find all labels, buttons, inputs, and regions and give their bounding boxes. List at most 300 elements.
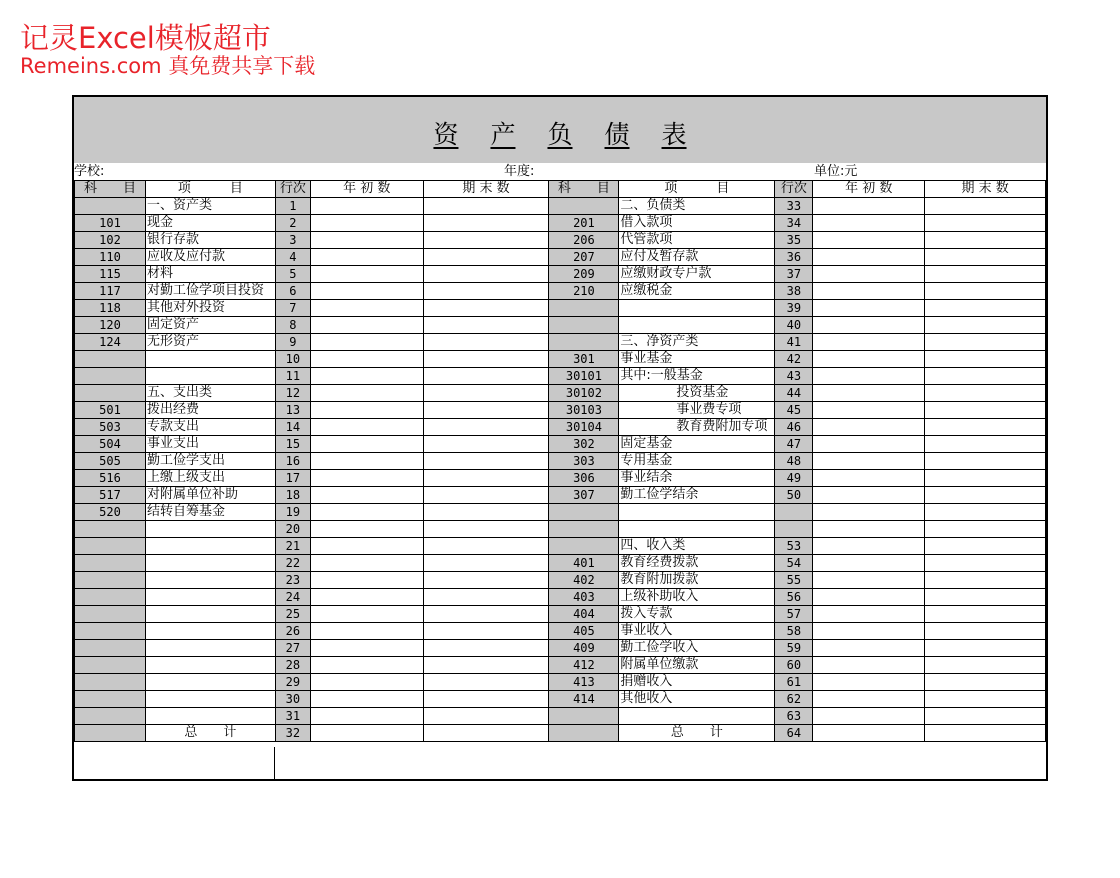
left-end-cell[interactable] (423, 198, 549, 215)
left-begin-cell[interactable] (310, 453, 423, 470)
footer-area (74, 747, 1046, 779)
right-item-cell: 投资基金 (619, 385, 775, 402)
left-row-no-cell: 14 (275, 419, 310, 436)
left-end-cell[interactable] (423, 538, 549, 555)
right-end-cell[interactable] (925, 572, 1046, 589)
right-end-cell[interactable] (925, 385, 1046, 402)
right-row-no-cell: 64 (775, 725, 813, 742)
right-row-no-cell: 39 (775, 300, 813, 317)
right-begin-cell[interactable] (813, 572, 925, 589)
right-row-no-cell: 55 (775, 572, 813, 589)
right-begin-cell[interactable] (813, 589, 925, 606)
right-item-cell: 教育费附加专项 (619, 419, 775, 436)
right-end-cell[interactable] (925, 538, 1046, 555)
left-item-cell (145, 555, 275, 572)
left-code-cell (75, 691, 146, 708)
table-row (75, 640, 1046, 657)
left-begin-cell[interactable] (310, 657, 423, 674)
table-row (75, 623, 1046, 640)
right-end-cell[interactable] (925, 487, 1046, 504)
right-item-cell: 其他收入 (619, 691, 775, 708)
right-begin-cell[interactable] (813, 351, 925, 368)
right-code-cell: 209 (549, 266, 619, 283)
right-end-cell[interactable] (925, 657, 1046, 674)
left-code-cell: 117 (75, 283, 146, 300)
right-begin-cell[interactable] (813, 334, 925, 351)
left-end-cell[interactable] (423, 232, 549, 249)
watermark-subtitle: Remeins.com 真免费共享下载 (20, 54, 316, 78)
left-item-cell (145, 657, 275, 674)
school-label: 学校: (74, 164, 105, 179)
right-item-cell: 专用基金 (619, 453, 775, 470)
left-item-cell: 其他对外投资 (145, 300, 275, 317)
left-code-cell: 124 (75, 334, 146, 351)
table-row (75, 589, 1046, 606)
right-code-cell: 306 (549, 470, 619, 487)
right-begin-cell[interactable] (813, 266, 925, 283)
right-row-no-cell: 44 (775, 385, 813, 402)
title-char: 负 (547, 120, 573, 149)
title-char: 债 (604, 120, 630, 149)
left-begin-cell[interactable] (310, 674, 423, 691)
left-end-cell[interactable] (423, 674, 549, 691)
header-subject: 科 目 (549, 181, 619, 198)
left-item-cell (145, 623, 275, 640)
right-begin-cell[interactable] (813, 470, 925, 487)
left-end-cell[interactable] (423, 334, 549, 351)
right-item-cell: 教育附加拨款 (619, 572, 775, 589)
right-begin-cell[interactable] (813, 249, 925, 266)
left-code-cell (75, 555, 146, 572)
right-item-cell: 事业基金 (619, 351, 775, 368)
table-row (75, 691, 1046, 708)
left-code-cell: 118 (75, 300, 146, 317)
left-code-cell: 505 (75, 453, 146, 470)
right-item-cell: 其中:一般基金 (619, 368, 775, 385)
right-begin-cell[interactable] (813, 521, 925, 538)
left-end-cell[interactable] (423, 623, 549, 640)
right-end-cell[interactable] (925, 708, 1046, 725)
right-end-cell[interactable] (925, 504, 1046, 521)
left-row-no-cell: 22 (275, 555, 310, 572)
table-row (75, 504, 1046, 521)
left-begin-cell[interactable] (310, 300, 423, 317)
right-row-no-cell: 47 (775, 436, 813, 453)
left-code-cell: 101 (75, 215, 146, 232)
table-row (75, 708, 1046, 725)
right-code-cell (549, 334, 619, 351)
right-begin-cell[interactable] (813, 657, 925, 674)
right-code-cell (549, 504, 619, 521)
header-item: 项 目 (619, 181, 775, 198)
right-row-no-cell: 53 (775, 538, 813, 555)
left-code-cell (75, 657, 146, 674)
right-end-cell[interactable] (925, 283, 1046, 300)
table-row (75, 402, 1046, 419)
right-row-no-cell: 42 (775, 351, 813, 368)
left-begin-cell[interactable] (310, 640, 423, 657)
right-row-no-cell: 58 (775, 623, 813, 640)
left-row-no-cell: 24 (275, 589, 310, 606)
right-end-cell[interactable] (925, 521, 1046, 538)
left-end-cell[interactable] (423, 606, 549, 623)
right-code-cell: 402 (549, 572, 619, 589)
left-row-no-cell: 28 (275, 657, 310, 674)
right-item-cell: 应缴财政专户款 (619, 266, 775, 283)
right-begin-cell[interactable] (813, 436, 925, 453)
right-code-cell: 404 (549, 606, 619, 623)
left-row-no-cell: 10 (275, 351, 310, 368)
right-end-cell[interactable] (925, 232, 1046, 249)
right-begin-cell[interactable] (813, 623, 925, 640)
right-code-cell: 30102 (549, 385, 619, 402)
left-row-no-cell: 11 (275, 368, 310, 385)
right-row-no-cell: 46 (775, 419, 813, 436)
left-code-cell: 120 (75, 317, 146, 334)
right-item-cell: 教育经费拨款 (619, 555, 775, 572)
left-begin-cell[interactable] (310, 368, 423, 385)
left-end-cell[interactable] (423, 572, 549, 589)
left-begin-cell[interactable] (310, 334, 423, 351)
left-code-cell (75, 351, 146, 368)
right-end-cell[interactable] (925, 453, 1046, 470)
right-row-no-cell (775, 521, 813, 538)
left-item-cell: 勤工俭学支出 (145, 453, 275, 470)
left-begin-cell[interactable] (310, 487, 423, 504)
left-end-cell[interactable] (423, 708, 549, 725)
right-begin-cell[interactable] (813, 317, 925, 334)
left-end-cell[interactable] (423, 504, 549, 521)
right-begin-cell[interactable] (813, 725, 925, 742)
left-row-no-cell: 17 (275, 470, 310, 487)
right-end-cell[interactable] (925, 249, 1046, 266)
right-end-cell[interactable] (925, 589, 1046, 606)
right-begin-cell[interactable] (813, 487, 925, 504)
left-begin-cell[interactable] (310, 385, 423, 402)
right-begin-cell[interactable] (813, 453, 925, 470)
right-end-cell[interactable] (925, 623, 1046, 640)
left-begin-cell[interactable] (310, 266, 423, 283)
left-begin-cell[interactable] (310, 504, 423, 521)
table-row (75, 249, 1046, 266)
right-item-cell: 事业收入 (619, 623, 775, 640)
right-end-cell[interactable] (925, 300, 1046, 317)
left-begin-cell[interactable] (310, 283, 423, 300)
left-row-no-cell: 7 (275, 300, 310, 317)
right-end-cell[interactable] (925, 691, 1046, 708)
right-begin-cell[interactable] (813, 691, 925, 708)
left-item-cell (145, 674, 275, 691)
right-item-cell: 捐赠收入 (619, 674, 775, 691)
left-end-cell[interactable] (423, 283, 549, 300)
left-end-cell[interactable] (423, 691, 549, 708)
right-begin-cell[interactable] (813, 385, 925, 402)
right-end-cell[interactable] (925, 555, 1046, 572)
left-row-no-cell: 32 (275, 725, 310, 742)
left-row-no-cell: 5 (275, 266, 310, 283)
header-subject: 科 目 (75, 181, 146, 198)
left-row-no-cell: 29 (275, 674, 310, 691)
right-end-cell[interactable] (925, 266, 1046, 283)
right-code-cell: 206 (549, 232, 619, 249)
right-end-cell[interactable] (925, 436, 1046, 453)
right-item-cell: 勤工俭学结余 (619, 487, 775, 504)
header-end: 期 末 数 (423, 181, 549, 198)
table-row (75, 453, 1046, 470)
left-code-cell: 102 (75, 232, 146, 249)
right-code-cell: 302 (549, 436, 619, 453)
right-begin-cell[interactable] (813, 368, 925, 385)
right-item-cell: 四、收入类 (619, 538, 775, 555)
left-end-cell[interactable] (423, 436, 549, 453)
left-item-cell: 一、资产类 (145, 198, 275, 215)
left-code-cell (75, 623, 146, 640)
table-row (75, 385, 1046, 402)
left-item-cell: 五、支出类 (145, 385, 275, 402)
right-end-cell[interactable] (925, 368, 1046, 385)
left-item-cell (145, 538, 275, 555)
left-code-cell (75, 589, 146, 606)
footer-divider (274, 747, 275, 779)
left-end-cell[interactable] (423, 368, 549, 385)
left-end-cell[interactable] (423, 300, 549, 317)
left-end-cell[interactable] (423, 385, 549, 402)
left-code-cell (75, 368, 146, 385)
table-row (75, 606, 1046, 623)
right-begin-cell[interactable] (813, 504, 925, 521)
left-end-cell[interactable] (423, 487, 549, 504)
right-row-no-cell: 59 (775, 640, 813, 657)
left-end-cell[interactable] (423, 657, 549, 674)
right-item-cell: 上级补助收入 (619, 589, 775, 606)
table-row (75, 657, 1046, 674)
right-item-cell: 借入款项 (619, 215, 775, 232)
left-end-cell[interactable] (423, 215, 549, 232)
left-item-cell: 无形资产 (145, 334, 275, 351)
left-item-cell: 银行存款 (145, 232, 275, 249)
right-code-cell: 409 (549, 640, 619, 657)
right-begin-cell[interactable] (813, 215, 925, 232)
left-end-cell[interactable] (423, 725, 549, 742)
left-end-cell[interactable] (423, 266, 549, 283)
left-row-no-cell: 19 (275, 504, 310, 521)
left-code-cell: 504 (75, 436, 146, 453)
left-end-cell[interactable] (423, 249, 549, 266)
left-begin-cell[interactable] (310, 521, 423, 538)
table-body (75, 181, 1046, 742)
right-begin-cell[interactable] (813, 300, 925, 317)
left-code-cell: 110 (75, 249, 146, 266)
left-row-no-cell: 8 (275, 317, 310, 334)
header-begin: 年 初 数 (813, 181, 925, 198)
left-begin-cell[interactable] (310, 351, 423, 368)
right-end-cell[interactable] (925, 402, 1046, 419)
left-row-no-cell: 27 (275, 640, 310, 657)
right-begin-cell[interactable] (813, 555, 925, 572)
table-row (75, 300, 1046, 317)
left-begin-cell[interactable] (310, 708, 423, 725)
right-item-cell: 拨入专款 (619, 606, 775, 623)
right-begin-cell[interactable] (813, 538, 925, 555)
right-code-cell: 301 (549, 351, 619, 368)
header-row-no: 行次 (275, 181, 310, 198)
left-item-cell (145, 572, 275, 589)
left-item-cell (145, 521, 275, 538)
left-item-cell: 专款支出 (145, 419, 275, 436)
right-begin-cell[interactable] (813, 674, 925, 691)
left-end-cell[interactable] (423, 453, 549, 470)
balance-table (74, 180, 1046, 742)
left-begin-cell[interactable] (310, 317, 423, 334)
table-row (75, 436, 1046, 453)
left-row-no-cell: 21 (275, 538, 310, 555)
right-end-cell[interactable] (925, 419, 1046, 436)
right-row-no-cell: 43 (775, 368, 813, 385)
right-end-cell[interactable] (925, 640, 1046, 657)
right-begin-cell[interactable] (813, 419, 925, 436)
left-item-cell: 材料 (145, 266, 275, 283)
left-code-cell: 501 (75, 402, 146, 419)
left-begin-cell[interactable] (310, 198, 423, 215)
left-begin-cell[interactable] (310, 419, 423, 436)
right-begin-cell[interactable] (813, 606, 925, 623)
left-item-cell: 对附属单位补助 (145, 487, 275, 504)
left-row-no-cell: 4 (275, 249, 310, 266)
title-char: 表 (661, 120, 687, 149)
right-row-no-cell: 36 (775, 249, 813, 266)
right-end-cell[interactable] (925, 606, 1046, 623)
left-item-cell: 应收及应付款 (145, 249, 275, 266)
left-row-no-cell: 9 (275, 334, 310, 351)
right-end-cell[interactable] (925, 470, 1046, 487)
right-row-no-cell: 35 (775, 232, 813, 249)
left-end-cell[interactable] (423, 351, 549, 368)
right-code-cell (549, 300, 619, 317)
left-item-cell (145, 606, 275, 623)
title-bar (74, 97, 1046, 163)
right-row-no-cell: 60 (775, 657, 813, 674)
right-row-no-cell: 41 (775, 334, 813, 351)
left-begin-cell[interactable] (310, 606, 423, 623)
right-begin-cell[interactable] (813, 402, 925, 419)
left-item-cell: 上缴上级支出 (145, 470, 275, 487)
left-begin-cell[interactable] (310, 691, 423, 708)
left-row-no-cell: 6 (275, 283, 310, 300)
right-code-cell: 401 (549, 555, 619, 572)
right-row-no-cell: 54 (775, 555, 813, 572)
left-row-no-cell: 18 (275, 487, 310, 504)
right-code-cell: 413 (549, 674, 619, 691)
left-code-cell (75, 674, 146, 691)
left-end-cell[interactable] (423, 589, 549, 606)
right-item-cell (619, 521, 775, 538)
left-end-cell[interactable] (423, 402, 549, 419)
left-row-no-cell: 25 (275, 606, 310, 623)
table-row (75, 334, 1046, 351)
table-row (75, 538, 1046, 555)
right-item-cell: 事业结余 (619, 470, 775, 487)
sheet-title (417, 115, 702, 151)
left-end-cell[interactable] (423, 317, 549, 334)
right-code-cell (549, 198, 619, 215)
left-item-cell: 对勤工俭学项目投资 (145, 283, 275, 300)
left-begin-cell[interactable] (310, 572, 423, 589)
left-end-cell[interactable] (423, 555, 549, 572)
left-begin-cell[interactable] (310, 589, 423, 606)
left-code-cell (75, 640, 146, 657)
table-row (75, 215, 1046, 232)
left-end-cell[interactable] (423, 521, 549, 538)
right-item-cell: 三、净资产类 (619, 334, 775, 351)
left-row-no-cell: 12 (275, 385, 310, 402)
table-row (75, 351, 1046, 368)
left-begin-cell[interactable] (310, 249, 423, 266)
left-row-no-cell: 13 (275, 402, 310, 419)
right-begin-cell[interactable] (813, 708, 925, 725)
left-row-no-cell: 20 (275, 521, 310, 538)
right-end-cell[interactable] (925, 198, 1046, 215)
right-begin-cell[interactable] (813, 198, 925, 215)
table-row (75, 470, 1046, 487)
left-code-cell (75, 606, 146, 623)
right-end-cell[interactable] (925, 215, 1046, 232)
left-begin-cell[interactable] (310, 623, 423, 640)
right-begin-cell[interactable] (813, 283, 925, 300)
left-begin-cell[interactable] (310, 555, 423, 572)
left-row-no-cell: 26 (275, 623, 310, 640)
right-end-cell[interactable] (925, 334, 1046, 351)
right-row-no-cell: 50 (775, 487, 813, 504)
right-row-no-cell: 33 (775, 198, 813, 215)
right-begin-cell[interactable] (813, 232, 925, 249)
left-begin-cell[interactable] (310, 538, 423, 555)
left-end-cell[interactable] (423, 470, 549, 487)
left-item-cell: 结转自筹基金 (145, 504, 275, 521)
right-end-cell[interactable] (925, 674, 1046, 691)
left-row-no-cell: 3 (275, 232, 310, 249)
left-code-cell: 520 (75, 504, 146, 521)
left-begin-cell[interactable] (310, 402, 423, 419)
right-code-cell (549, 521, 619, 538)
right-end-cell[interactable] (925, 317, 1046, 334)
table-row (75, 232, 1046, 249)
table-row (75, 572, 1046, 589)
left-code-cell (75, 521, 146, 538)
left-begin-cell[interactable] (310, 232, 423, 249)
left-begin-cell[interactable] (310, 725, 423, 742)
title-char: 资 (433, 120, 459, 149)
left-row-no-cell: 31 (275, 708, 310, 725)
left-code-cell: 503 (75, 419, 146, 436)
left-row-no-cell: 23 (275, 572, 310, 589)
table-row (75, 368, 1046, 385)
left-end-cell[interactable] (423, 419, 549, 436)
right-row-no-cell: 56 (775, 589, 813, 606)
left-item-cell: 现金 (145, 215, 275, 232)
right-end-cell[interactable] (925, 351, 1046, 368)
table-row (75, 283, 1046, 300)
left-item-cell: 固定资产 (145, 317, 275, 334)
right-end-cell[interactable] (925, 725, 1046, 742)
right-begin-cell[interactable] (813, 640, 925, 657)
left-item-cell (145, 368, 275, 385)
left-begin-cell[interactable] (310, 470, 423, 487)
left-item-cell (145, 708, 275, 725)
left-begin-cell[interactable] (310, 215, 423, 232)
right-row-no-cell: 61 (775, 674, 813, 691)
left-end-cell[interactable] (423, 640, 549, 657)
left-begin-cell[interactable] (310, 436, 423, 453)
